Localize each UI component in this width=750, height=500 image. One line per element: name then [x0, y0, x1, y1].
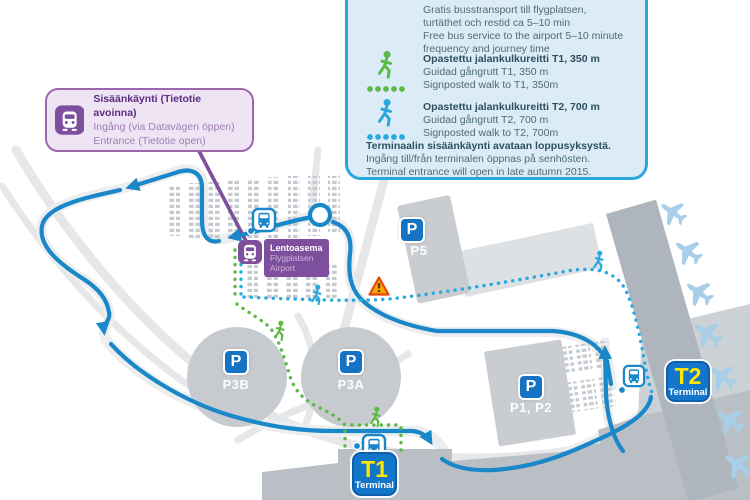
terminal-t2-label: Terminal: [668, 387, 708, 398]
parking-badge-p3a: P: [338, 349, 364, 375]
walk-t2-title: Opastettu jalankulkureitti T2, 700 m: [423, 101, 600, 113]
parking-label-p3a: P3A: [337, 377, 365, 392]
parking-badge-p3b: P: [223, 349, 249, 375]
walk-t1-legend-icon: [362, 51, 410, 97]
terminal-t2-code: T2: [674, 363, 702, 389]
walk-t1-title: Opastettu jalankulkureitti T1, 350 m: [423, 53, 600, 65]
entrance-title: Sisäänkäynti (Tietotie avoinna): [93, 93, 202, 119]
bus-line-1: Gratis busstransport till flygplatsen,: [423, 4, 587, 16]
parking-label-p5: P5: [410, 243, 428, 258]
roadworks-warning-icon: [370, 278, 389, 295]
station-name-en: Airport: [270, 263, 296, 273]
walk-t1-text: [423, 53, 600, 92]
entrance-callout: [45, 88, 254, 152]
notice-line-1: Ingång till/från terminalen öppnas på senhösten.: [366, 153, 591, 165]
station-label: [264, 239, 329, 277]
entrance-callout-text: [93, 92, 244, 148]
bus-service-text: [423, 4, 623, 56]
terminal-notice-text: [366, 140, 611, 179]
parking-badge-p1-p2: P: [518, 374, 544, 400]
station-name-sv: Flygplatsen: [270, 253, 314, 263]
walk-t2-line-1: Guidad gångrutt T2, 700 m: [423, 114, 549, 126]
notice-line-2: Terminal entrance will open in late autumn 2015.: [366, 166, 592, 178]
roundabout: [310, 205, 330, 225]
station-icon: [238, 240, 262, 264]
walk-t1-line-1: Guidad gångrutt T1, 350 m: [423, 66, 549, 78]
walk-t2-line-2: Signposted walk to T2, 700m: [423, 127, 559, 139]
parking-label-p3b: P3B: [222, 377, 250, 392]
parking-label-p1-p2: P1, P2: [509, 400, 553, 415]
terminal-badge-t2: [666, 361, 710, 402]
terminal-t1-code: T1: [361, 455, 388, 482]
notice-title: Terminaalin sisäänkäynti avataan loppusyksystä.: [366, 140, 611, 152]
bus-line-3: Free bus service to the airport 5–10 minute: [423, 30, 624, 42]
pedestrian-icon-green: [275, 321, 283, 340]
entrance-line-en: Entrance (Tietotie open): [93, 135, 206, 147]
terminal-badge-t1: [352, 452, 397, 496]
walk-t1-line-2: Signposted walk to T1, 350m: [423, 79, 559, 91]
bus-line-4: frequency and journey time: [423, 43, 550, 55]
parking-badge-p5: P: [399, 217, 425, 243]
train-icon: [55, 105, 84, 135]
bus-line-2: turtäthet och restid ca 5–10 min: [423, 17, 571, 29]
station-name-fi: Lentoasema: [270, 243, 323, 253]
entrance-line-sv: Ingång (via Datavägen öppen): [93, 121, 235, 133]
terminal-t1-label: Terminal: [355, 479, 394, 491]
walk-t2-text: [423, 101, 600, 140]
info-box: [345, 0, 648, 180]
walk-t2-legend-icon: [362, 99, 410, 145]
